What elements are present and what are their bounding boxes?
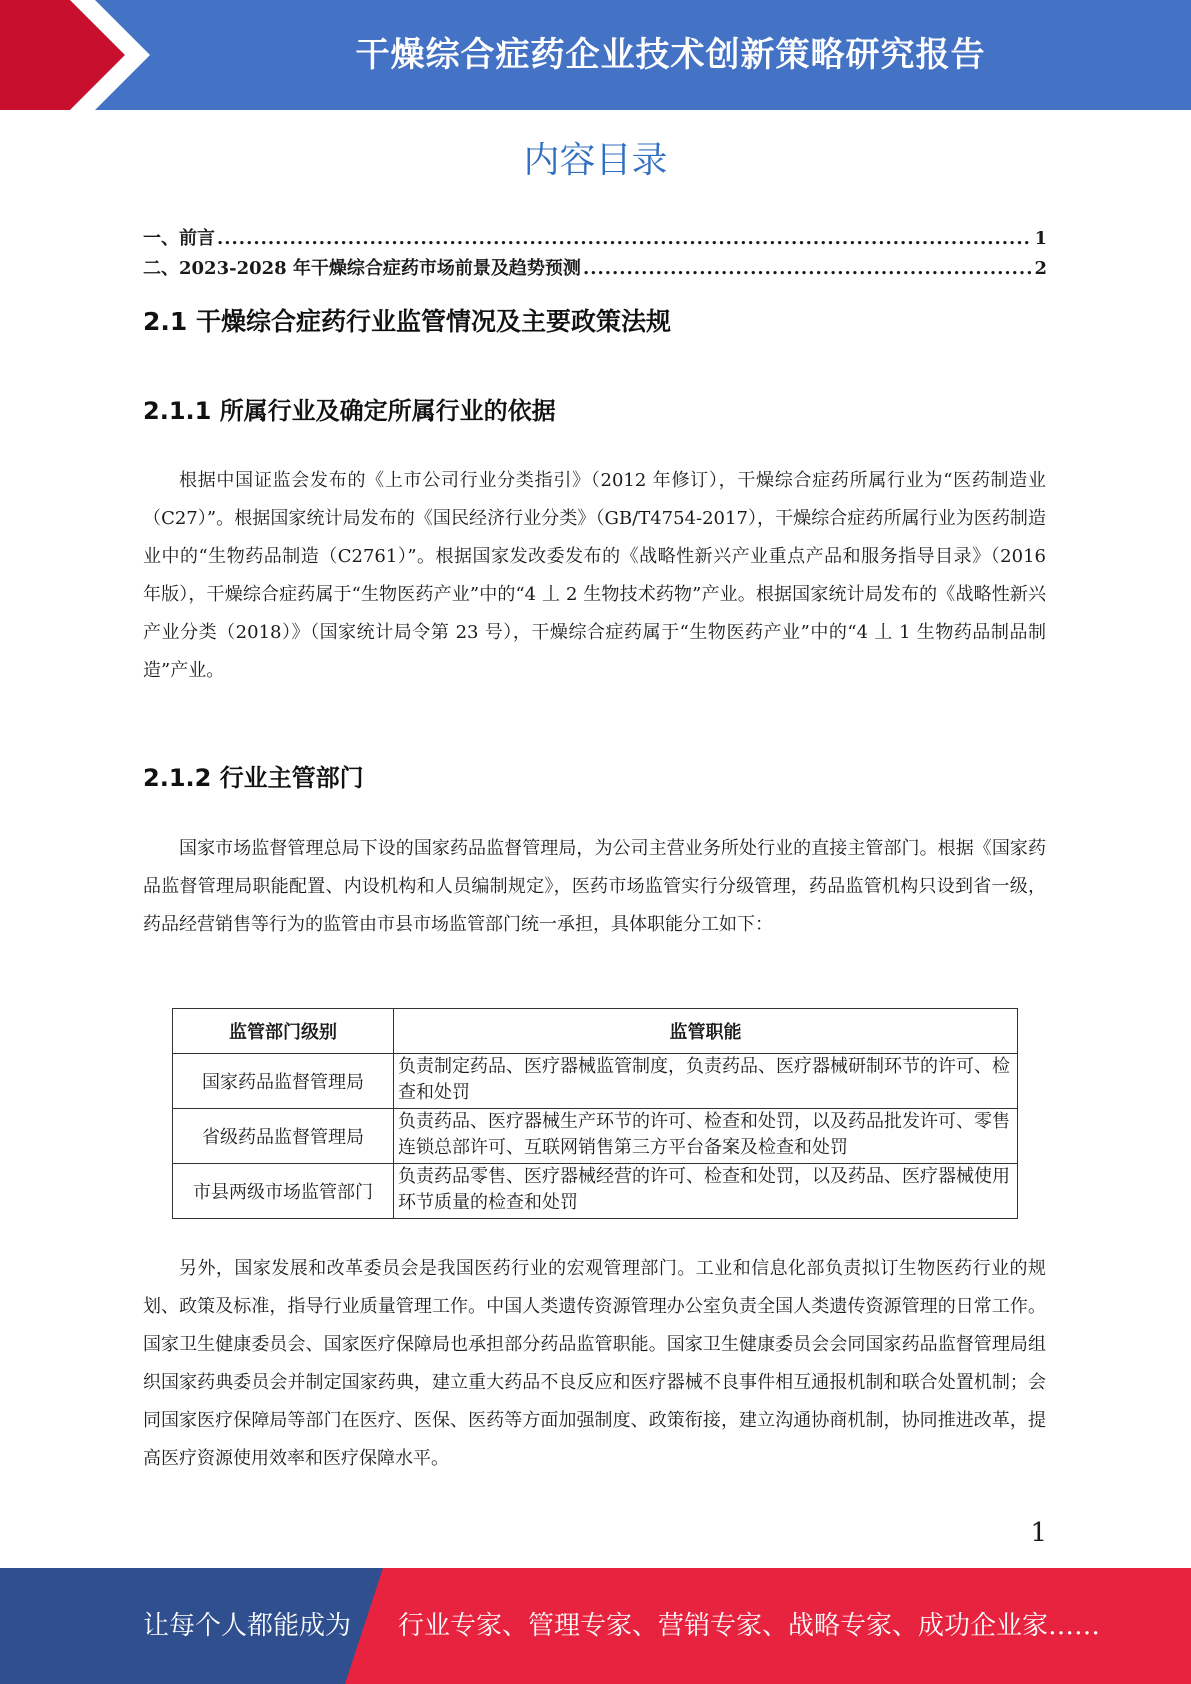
toc-item-label: 一、前言 bbox=[143, 228, 215, 249]
toc-leader-dots bbox=[583, 258, 1033, 279]
cell-duty: 负责制定药品、医疗器械监管制度，负责药品、医疗器械研制环节的许可、检查和处罚 bbox=[394, 1054, 1018, 1109]
header-banner bbox=[0, 0, 1191, 110]
toc-item[interactable] bbox=[143, 224, 1047, 254]
table-row bbox=[173, 1164, 1018, 1219]
cell-level: 省级药品监督管理局 bbox=[173, 1109, 394, 1164]
footer-slogan-left: 让每个人都能成为 bbox=[143, 1611, 352, 1641]
table-row bbox=[173, 1054, 1018, 1109]
red-chevron-decoration bbox=[0, 0, 150, 110]
column-header-level: 监管部门级别 bbox=[173, 1009, 394, 1054]
toc-title: 内容目录 bbox=[523, 140, 668, 181]
toc-item-page: 2 bbox=[1034, 258, 1047, 279]
regulation-table bbox=[172, 1008, 1018, 1219]
cell-duty: 负责药品、医疗器械生产环节的许可、检查和处罚，以及药品批发许可、零售连锁总部许可、互联网销售第三方平台备案及检查和处罚 bbox=[394, 1109, 1018, 1164]
section-heading-2-1-1: 2.1.1 所属行业及确定所属行业的依据 bbox=[143, 397, 556, 425]
section-heading-2-1: 2.1 干燥综合症药行业监管情况及主要政策法规 bbox=[143, 307, 671, 336]
cell-level: 国家药品监督管理局 bbox=[173, 1054, 394, 1109]
paragraph-industry-classification: 根据中国证监会发布的《上市公司行业分类指引》（2012 年修订），干燥综合症药所属行业为“医药制造业（C27）”。根据国家统计局发布的《国民经济行业分类》（GB/T4754-2017），干燥综合症药所属行业为医药制造业中的“生物药品制造（C2761）”。根据国家发改委发布的《战略性新兴产业重点产品和服务指导目录》（2016 年版），干燥综合症药属于“生物医药产业”中的“4 丄 2 生物技术药物”产业。根据国家统计局发布的《战略性新兴产业分类（2018）》（国家统计局令第 23 号），干燥综合症药属于“生物医药产业”中的“4 丄 1 生物药品制品制造”产业。 bbox=[143, 470, 1046, 681]
table-row bbox=[173, 1109, 1018, 1164]
footer-slogan-right: 行业专家、管理专家、营销专家、战略专家、成功企业家…… bbox=[398, 1611, 1101, 1641]
paragraph-regulator-intro: 国家市场监督管理总局下设的国家药品监督管理局，为公司主营业务所处行业的直接主管部门。根据《国家药品监督管理局职能配置、内设机构和人员编制规定》，医药市场监管实行分级管理，药品监管机构只设到省一级，药品经营销售等行为的监管由市县市场监管部门统一承担，具体职能分工如下： bbox=[143, 838, 1046, 935]
toc-item-label: 二、2023-2028 年干燥综合症药市场前景及趋势预测 bbox=[143, 258, 581, 279]
footer-banner bbox=[0, 1568, 1191, 1684]
paragraph-other-regulators: 另外，国家发展和改革委员会是我国医药行业的宏观管理部门。工业和信息化部负责拟订生物医药行业的规划、政策及标准，指导行业质量管理工作。中国人类遗传资源管理办公室负责全国人类遗传资源管理的日常工作。国家卫生健康委员会、国家医疗保障局也承担部分药品监管职能。国家卫生健康委员会会同国家药品监督管理局组织国家药典委员会并制定国家药典，建立重大药品不良反应和医疗器械不良事件相互通报机制和联合处置机制；会同国家医疗保障局等部门在医疗、医保、医药等方面加强制度、政策衔接，建立沟通协商机制，协同推进改革，提高医疗资源使用效率和医疗保障水平。 bbox=[143, 1258, 1046, 1469]
page-number: 1 bbox=[1030, 1518, 1047, 1548]
report-title: 干燥综合症药企业技术创新策略研究报告 bbox=[355, 35, 986, 75]
table-header-row bbox=[173, 1009, 1018, 1054]
section-heading-2-1-2: 2.1.2 行业主管部门 bbox=[143, 764, 364, 792]
cell-duty: 负责药品零售、医疗器械经营的许可、检查和处罚，以及药品、医疗器械使用环节质量的检查和处罚 bbox=[394, 1164, 1018, 1219]
toc-item[interactable] bbox=[143, 254, 1047, 284]
table-of-contents bbox=[143, 224, 1047, 284]
cell-level: 市县两级市场监管部门 bbox=[173, 1164, 394, 1219]
toc-leader-dots bbox=[217, 228, 1032, 249]
toc-item-page: 1 bbox=[1034, 228, 1047, 249]
column-header-duty: 监管职能 bbox=[394, 1009, 1018, 1054]
